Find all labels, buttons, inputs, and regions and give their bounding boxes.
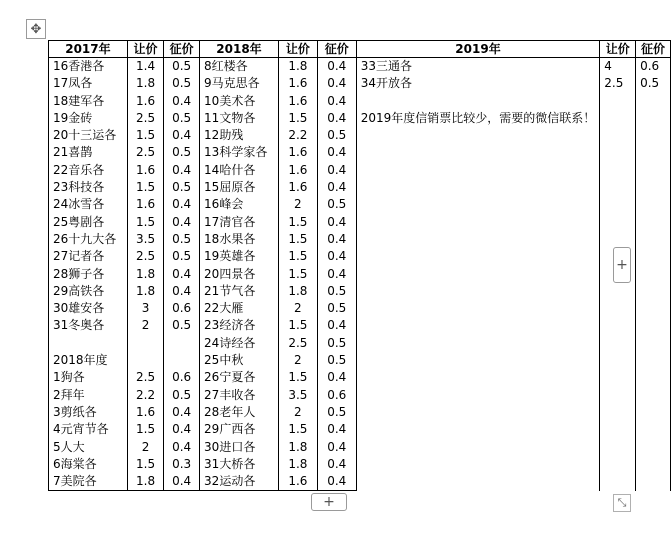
rang-price-cell[interactable]: 2: [127, 317, 163, 334]
zheng-price-cell[interactable]: 0.4: [317, 369, 356, 386]
stamp-name-cell[interactable]: 15屈原各: [200, 179, 279, 196]
stamp-name-cell[interactable]: 6海棠各: [49, 456, 128, 473]
column-header: 让价: [278, 41, 317, 58]
rang-price-cell[interactable]: 2.2: [127, 387, 163, 404]
zheng-price-cell[interactable]: 0.4: [317, 110, 356, 127]
rang-price-cell[interactable]: 1.6: [127, 404, 163, 421]
zheng-price-cell[interactable]: 0.6: [164, 369, 200, 386]
rang-price-cell[interactable]: 1.6: [278, 179, 317, 196]
rang-price-cell[interactable]: 1.4: [127, 58, 163, 76]
zheng-price-cell[interactable]: 0.4: [317, 214, 356, 231]
zheng-price-cell[interactable]: 0.4: [317, 473, 356, 491]
rang-price-cell[interactable]: 1.5: [127, 179, 163, 196]
zheng-price-cell[interactable]: 0.5: [164, 58, 200, 76]
rang-price-cell[interactable]: 2.5: [127, 144, 163, 161]
rang-price-cell[interactable]: 1.5: [278, 110, 317, 127]
stamp-name-cell[interactable]: 1狗各: [49, 369, 128, 386]
zheng-price-cell[interactable]: 0.4: [317, 266, 356, 283]
stamp-name-cell[interactable]: 12助残: [200, 127, 279, 144]
zheng-price-cell[interactable]: 0.5: [164, 179, 200, 196]
rang-price-cell[interactable]: 2: [278, 196, 317, 213]
header-row: [49, 41, 671, 58]
rang-price-cell[interactable]: 1.6: [278, 162, 317, 179]
rang-price-cell[interactable]: 3.5: [278, 387, 317, 404]
table-move-handle[interactable]: [26, 19, 46, 39]
zheng-price-cell[interactable]: 0.5: [164, 387, 200, 404]
zheng-price-cell[interactable]: 0.4: [164, 421, 200, 438]
column-header: 征价: [636, 41, 671, 58]
zheng-price-cell[interactable]: 0.4: [317, 439, 356, 456]
note-cell[interactable]: [356, 93, 600, 491]
table-row: [49, 93, 671, 110]
rang-price-cell[interactable]: 4: [600, 58, 636, 76]
stamp-name-cell[interactable]: 23科技各: [49, 179, 128, 196]
stamp-name-cell[interactable]: 5人大: [49, 439, 128, 456]
rang-price-cell[interactable]: [600, 93, 636, 491]
table-resize-handle[interactable]: [613, 494, 631, 512]
stamp-name-cell[interactable]: 29广西各: [200, 421, 279, 438]
stamp-name-cell[interactable]: 33三通各: [356, 58, 600, 76]
rang-price-cell[interactable]: 1.5: [278, 266, 317, 283]
rang-price-cell[interactable]: 1.5: [278, 369, 317, 386]
stamp-name-cell[interactable]: 31大桥各: [200, 456, 279, 473]
plus-icon: +: [323, 494, 335, 510]
zheng-price-cell[interactable]: 0.5: [317, 335, 356, 352]
rang-price-cell[interactable]: [127, 352, 163, 369]
column-header: 征价: [164, 41, 200, 58]
rang-price-cell[interactable]: 1.5: [278, 421, 317, 438]
note-text: 2019年度信销票比较少，需要的微信联系！: [360, 110, 596, 125]
rang-price-cell[interactable]: 2.5: [127, 248, 163, 265]
zheng-price-cell[interactable]: 0.5: [317, 283, 356, 300]
stamp-name-cell[interactable]: 22大雁: [200, 300, 279, 317]
zheng-price-cell[interactable]: 0.5: [164, 144, 200, 161]
zheng-price-cell[interactable]: 0.5: [164, 75, 200, 92]
stamp-name-cell[interactable]: 4元宵节各: [49, 421, 128, 438]
rang-price-cell[interactable]: 2.2: [278, 127, 317, 144]
zheng-price-cell[interactable]: 0.4: [317, 456, 356, 473]
column-header: 征价: [317, 41, 356, 58]
zheng-price-cell[interactable]: 0.4: [317, 421, 356, 438]
stamp-name-cell[interactable]: 18建军各: [49, 93, 128, 110]
rang-price-cell[interactable]: 1.8: [278, 58, 317, 76]
stamp-name-cell[interactable]: 16香港各: [49, 58, 128, 76]
zheng-price-cell[interactable]: 0.4: [164, 214, 200, 231]
stamp-name-cell[interactable]: [49, 335, 128, 352]
zheng-price-cell[interactable]: 0.6: [317, 387, 356, 404]
plus-icon: +: [616, 257, 628, 273]
column-header: 2019年: [356, 41, 600, 58]
stamp-name-cell[interactable]: 16峰会: [200, 196, 279, 213]
stamp-name-cell[interactable]: 21喜鹊: [49, 144, 128, 161]
stamp-name-cell[interactable]: 26十九大各: [49, 231, 128, 248]
rang-price-cell[interactable]: 1.6: [127, 162, 163, 179]
zheng-price-cell[interactable]: 0.5: [317, 196, 356, 213]
rang-price-cell[interactable]: 2.5: [600, 75, 636, 92]
stamp-name-cell[interactable]: 18水果各: [200, 231, 279, 248]
stamp-name-cell[interactable]: 2拜年: [49, 387, 128, 404]
stamp-name-cell[interactable]: 34开放各: [356, 75, 600, 92]
zheng-price-cell[interactable]: 0.4: [164, 283, 200, 300]
stamp-name-cell[interactable]: 10美术各: [200, 93, 279, 110]
rang-price-cell[interactable]: 1.5: [127, 214, 163, 231]
rang-price-cell[interactable]: 1.5: [278, 248, 317, 265]
zheng-price-cell[interactable]: 0.6: [636, 58, 671, 76]
stamp-name-cell[interactable]: 30进口各: [200, 439, 279, 456]
note-spacer: [361, 93, 596, 110]
zheng-price-cell[interactable]: 0.4: [164, 404, 200, 421]
rang-price-cell[interactable]: 2: [127, 439, 163, 456]
stamp-name-cell[interactable]: 8红楼各: [200, 58, 279, 76]
rang-price-cell[interactable]: 1.6: [127, 196, 163, 213]
rang-price-cell[interactable]: 1.5: [127, 421, 163, 438]
rang-price-cell[interactable]: 1.5: [127, 456, 163, 473]
zheng-price-cell[interactable]: 0.4: [164, 162, 200, 179]
rang-price-cell[interactable]: 1.8: [127, 266, 163, 283]
stamp-name-cell[interactable]: 24冰雪各: [49, 196, 128, 213]
rang-price-cell[interactable]: 1.6: [278, 93, 317, 110]
stamp-name-cell[interactable]: 25粤剧各: [49, 214, 128, 231]
add-column-button[interactable]: [613, 247, 631, 283]
stamp-name-cell[interactable]: 23经济各: [200, 317, 279, 334]
table-row: [49, 58, 671, 76]
zheng-price-cell[interactable]: [636, 93, 671, 491]
zheng-price-cell[interactable]: 0.4: [164, 127, 200, 144]
stamp-name-cell[interactable]: 20十三运各: [49, 127, 128, 144]
zheng-price-cell[interactable]: 0.5: [164, 248, 200, 265]
zheng-price-cell[interactable]: [164, 335, 200, 352]
stamp-name-cell[interactable]: 20四景各: [200, 266, 279, 283]
zheng-price-cell[interactable]: 0.5: [164, 231, 200, 248]
zheng-price-cell[interactable]: 0.4: [317, 248, 356, 265]
zheng-price-cell[interactable]: 0.3: [164, 456, 200, 473]
column-header: 让价: [127, 41, 163, 58]
rang-price-cell[interactable]: 2.5: [127, 369, 163, 386]
rang-price-cell[interactable]: 1.6: [278, 473, 317, 491]
rang-price-cell[interactable]: 2: [278, 404, 317, 421]
rang-price-cell[interactable]: 2: [278, 300, 317, 317]
zheng-price-cell[interactable]: 0.4: [317, 144, 356, 161]
stamp-name-cell[interactable]: 28狮子各: [49, 266, 128, 283]
zheng-price-cell[interactable]: 0.5: [317, 404, 356, 421]
stamp-name-cell[interactable]: 17清官各: [200, 214, 279, 231]
rang-price-cell[interactable]: 1.5: [278, 231, 317, 248]
table-row: [49, 75, 671, 92]
zheng-price-cell[interactable]: 0.4: [164, 196, 200, 213]
stamp-name-cell[interactable]: 30雄安各: [49, 300, 128, 317]
stamp-name-cell[interactable]: 27丰收各: [200, 387, 279, 404]
stamp-name-cell[interactable]: 32运动各: [200, 473, 279, 491]
stamp-name-cell[interactable]: 17凤各: [49, 75, 128, 92]
stamp-name-cell[interactable]: 28老年人: [200, 404, 279, 421]
resize-icon: ⤡: [617, 496, 627, 509]
zheng-price-cell[interactable]: 0.4: [317, 58, 356, 76]
zheng-price-cell[interactable]: 0.5: [164, 110, 200, 127]
zheng-price-cell[interactable]: 0.5: [317, 352, 356, 369]
stamp-name-cell[interactable]: 21节气各: [200, 283, 279, 300]
zheng-price-cell[interactable]: 0.5: [317, 127, 356, 144]
zheng-price-cell[interactable]: 0.4: [164, 439, 200, 456]
rang-price-cell[interactable]: 2.5: [278, 335, 317, 352]
zheng-price-cell[interactable]: 0.4: [317, 162, 356, 179]
zheng-price-cell[interactable]: [164, 352, 200, 369]
rang-price-cell[interactable]: 2: [278, 352, 317, 369]
stamp-name-cell[interactable]: 9马克思各: [200, 75, 279, 92]
rang-price-cell[interactable]: 1.8: [278, 456, 317, 473]
zheng-price-cell[interactable]: 0.4: [317, 179, 356, 196]
rang-price-cell[interactable]: 3: [127, 300, 163, 317]
stamp-name-cell[interactable]: 31冬奥各: [49, 317, 128, 334]
rang-price-cell[interactable]: 1.8: [127, 473, 163, 491]
column-header: 2017年: [49, 41, 128, 58]
stamp-name-cell[interactable]: 25中秋: [200, 352, 279, 369]
stamp-name-cell[interactable]: 2018年度: [49, 352, 128, 369]
zheng-price-cell[interactable]: 0.5: [164, 317, 200, 334]
stamp-name-cell[interactable]: 19英雄各: [200, 248, 279, 265]
rang-price-cell[interactable]: 1.8: [127, 283, 163, 300]
stamp-name-cell[interactable]: 26宁夏各: [200, 369, 279, 386]
zheng-price-cell[interactable]: 0.4: [164, 93, 200, 110]
zheng-price-cell[interactable]: 0.4: [317, 93, 356, 110]
column-header: 2018年: [200, 41, 279, 58]
rang-price-cell[interactable]: 2.5: [127, 110, 163, 127]
rang-price-cell[interactable]: 1.5: [278, 214, 317, 231]
stamp-name-cell[interactable]: 24诗经各: [200, 335, 279, 352]
zheng-price-cell[interactable]: 0.5: [636, 75, 671, 92]
rang-price-cell[interactable]: 1.8: [278, 439, 317, 456]
zheng-price-cell[interactable]: 0.4: [317, 231, 356, 248]
stamp-name-cell[interactable]: 3剪纸各: [49, 404, 128, 421]
stamp-price-table: [48, 40, 671, 491]
rang-price-cell[interactable]: 1.6: [127, 93, 163, 110]
zheng-price-cell[interactable]: 0.4: [164, 473, 200, 491]
rang-price-cell[interactable]: [127, 335, 163, 352]
column-header: 让价: [600, 41, 636, 58]
stamp-name-cell[interactable]: 27记者各: [49, 248, 128, 265]
add-row-button[interactable]: [311, 493, 347, 511]
rang-price-cell[interactable]: 1.6: [278, 144, 317, 161]
move-icon: ✥: [30, 21, 42, 37]
rang-price-cell[interactable]: 1.6: [278, 75, 317, 92]
stamp-name-cell[interactable]: 11文物各: [200, 110, 279, 127]
zheng-price-cell[interactable]: 0.4: [164, 266, 200, 283]
rang-price-cell[interactable]: 1.8: [127, 75, 163, 92]
stamp-name-cell[interactable]: 19金砖: [49, 110, 128, 127]
zheng-price-cell[interactable]: 0.5: [317, 300, 356, 317]
stamp-name-cell[interactable]: 7美院各: [49, 473, 128, 491]
zheng-price-cell[interactable]: 0.4: [317, 75, 356, 92]
rang-price-cell[interactable]: 1.8: [278, 283, 317, 300]
zheng-price-cell[interactable]: 0.6: [164, 300, 200, 317]
rang-price-cell[interactable]: 1.5: [278, 317, 317, 334]
stamp-name-cell[interactable]: 22音乐各: [49, 162, 128, 179]
zheng-price-cell[interactable]: 0.4: [317, 317, 356, 334]
stamp-name-cell[interactable]: 29高铁各: [49, 283, 128, 300]
rang-price-cell[interactable]: 3.5: [127, 231, 163, 248]
stamp-name-cell[interactable]: 13科学家各: [200, 144, 279, 161]
rang-price-cell[interactable]: 1.5: [127, 127, 163, 144]
stamp-name-cell[interactable]: 14哈什各: [200, 162, 279, 179]
